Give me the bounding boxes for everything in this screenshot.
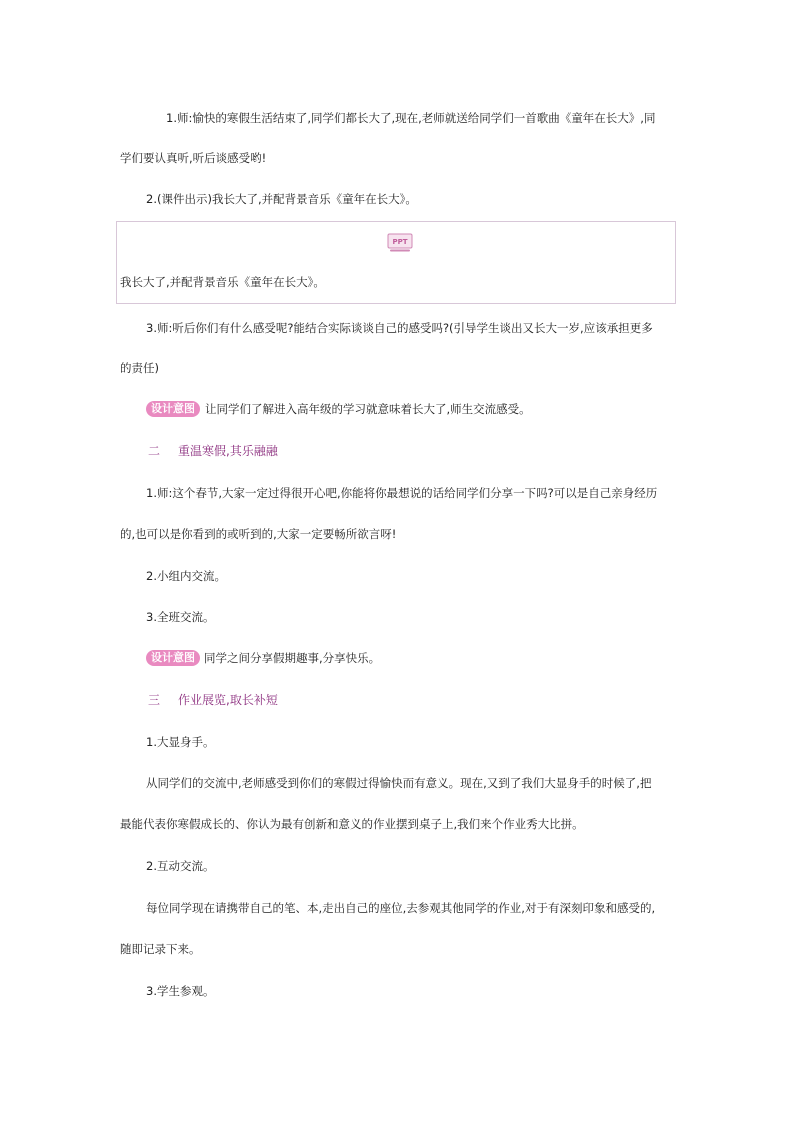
paragraph-line: 每位同学现在请携带自己的笔、本,走出自己的座位,去参观其他同学的作业,对于有深刻印象和感受的,: [146, 901, 656, 915]
paragraph-line: 1.师:愉快的寒假生活结束了,同学们都长大了,现在,老师就送给同学们一首歌曲《童年在长大》,同: [166, 111, 656, 125]
design-intent-badge: 设计意图: [146, 650, 200, 666]
paragraph-line: 2.互动交流。: [146, 859, 215, 873]
paragraph-line: 3.师:听后你们有什么感受呢?能结合实际谈谈自己的感受吗?(引导学生谈出又长大一岁,应该承担更多: [146, 321, 653, 335]
paragraph-line: 2.(课件出示)我长大了,并配背景音乐《童年在长大》。: [146, 192, 417, 206]
paragraph-line: 的,也可以是你看到的或听到的,大家一定要畅所欲言呀!: [120, 527, 397, 541]
paragraph-line: 学们要认真听,听后谈感受哟!: [120, 151, 267, 165]
section-heading: [148, 692, 278, 708]
paragraph-line: 最能代表你寒假成长的、你认为最有创新和意义的作业摆到桌子上,我们来个作业秀大比拼。: [120, 817, 584, 831]
ppt-icon-label: PPT: [392, 238, 408, 246]
paragraph-line: 随即记录下来。: [120, 942, 201, 956]
paragraph-line: 的责任): [120, 361, 159, 375]
paragraph-line: 3.全班交流。: [146, 610, 215, 624]
paragraph-line: 2.小组内交流。: [146, 569, 226, 583]
design-intent-text: 让同学们了解进入高年级的学习就意味着长大了,师生交流感受。: [205, 402, 531, 416]
paragraph-line: 1.大显身手。: [146, 735, 215, 749]
paragraph-line: 从同学们的交流中,老师感受到你们的寒假过得愉快而有意义。现在,又到了我们大显身手的时候了,把: [146, 776, 652, 790]
section-title: 作业展览,取长补短: [178, 693, 278, 707]
ppt-box-text: 我长大了,并配背景音乐《童年在长大》。: [120, 275, 325, 289]
ppt-icon: [387, 233, 413, 253]
ppt-courseware-box: [116, 221, 676, 304]
paragraph-line: 3.学生参观。: [146, 984, 215, 998]
section-title: 重温寒假,其乐融融: [178, 444, 278, 458]
section-number: 三: [148, 693, 161, 707]
design-intent-badge: 设计意图: [146, 401, 200, 417]
section-number: 二: [148, 444, 161, 458]
section-heading: [148, 443, 278, 459]
paragraph-line: 1.师:这个春节,大家一定过得很开心吧,你能将你最想说的话给同学们分享一下吗?可以是自己亲身经历: [146, 486, 658, 500]
design-intent-text: 同学之间分享假期趣事,分享快乐。: [204, 651, 381, 665]
